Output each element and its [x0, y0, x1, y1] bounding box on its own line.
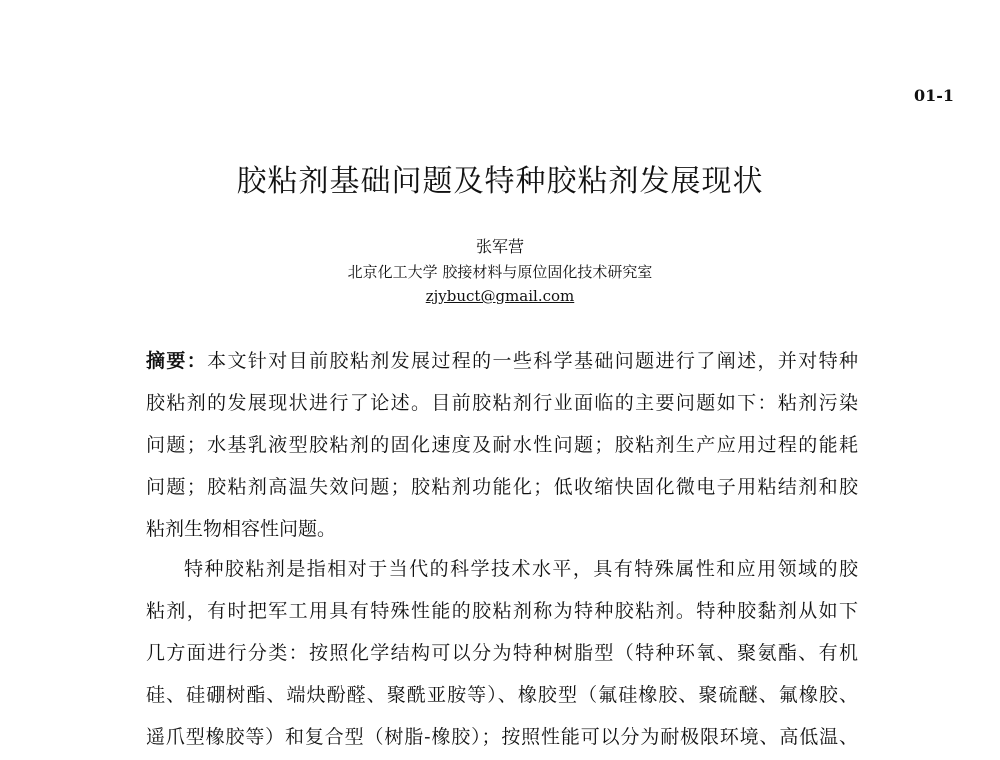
abstract-label: 摘要：: [146, 350, 208, 372]
paragraph-line: 特种胶粘剂是指相对于当代的科学技术水平，具有特殊属性和应用领域的胶: [184, 558, 858, 580]
abstract-line: 胶粘剂的发展现状进行了论述。目前胶粘剂行业面临的主要问题如下：粘剂污染: [146, 392, 858, 414]
author-email-link[interactable]: zjybuct@gmail.com: [425, 287, 575, 305]
abstract-line: 粘剂生物相容性问题。: [146, 518, 337, 540]
abstract-line: [146, 340, 858, 382]
author-name: 张军营: [475, 237, 524, 256]
paragraph-line: 硅、硅硼树酯、端炔酚醛、聚酰亚胺等）、橡胶型（氟硅橡胶、聚硫醚、氟橡胶、: [146, 684, 858, 706]
paragraph-line: 几方面进行分类：按照化学结构可以分为特种树脂型（特种环氧、聚氨酯、有机: [146, 642, 858, 664]
paragraph-line: 遥爪型橡胶等）和复合型（树脂-橡胶）；按照性能可以分为耐极限环境、高低温、: [146, 726, 858, 748]
page-number: 01-1: [913, 86, 954, 105]
abstract-line-text: 本文针对目前胶粘剂发展过程的一些科学基础问题进行了阐述，并对特种: [207, 350, 858, 372]
body-paragraph: [146, 548, 858, 758]
abstract-paragraph: [146, 340, 858, 550]
abstract-line: 问题；水基乳液型胶粘剂的固化速度及耐水性问题；胶粘剂生产应用过程的能耗: [146, 434, 858, 456]
author-affiliation: 北京化工大学 胶接材料与原位固化技术研究室: [347, 263, 653, 281]
paragraph-line: 粘剂，有时把军工用具有特殊性能的胶粘剂称为特种胶粘剂。特种胶黏剂从如下: [146, 600, 858, 622]
abstract-line: 问题；胶粘剂高温失效问题；胶粘剂功能化；低收缩快固化微电子用粘结剂和胶: [146, 476, 858, 498]
paper-title: 胶粘剂基础问题及特种胶粘剂发展现状: [236, 164, 764, 199]
